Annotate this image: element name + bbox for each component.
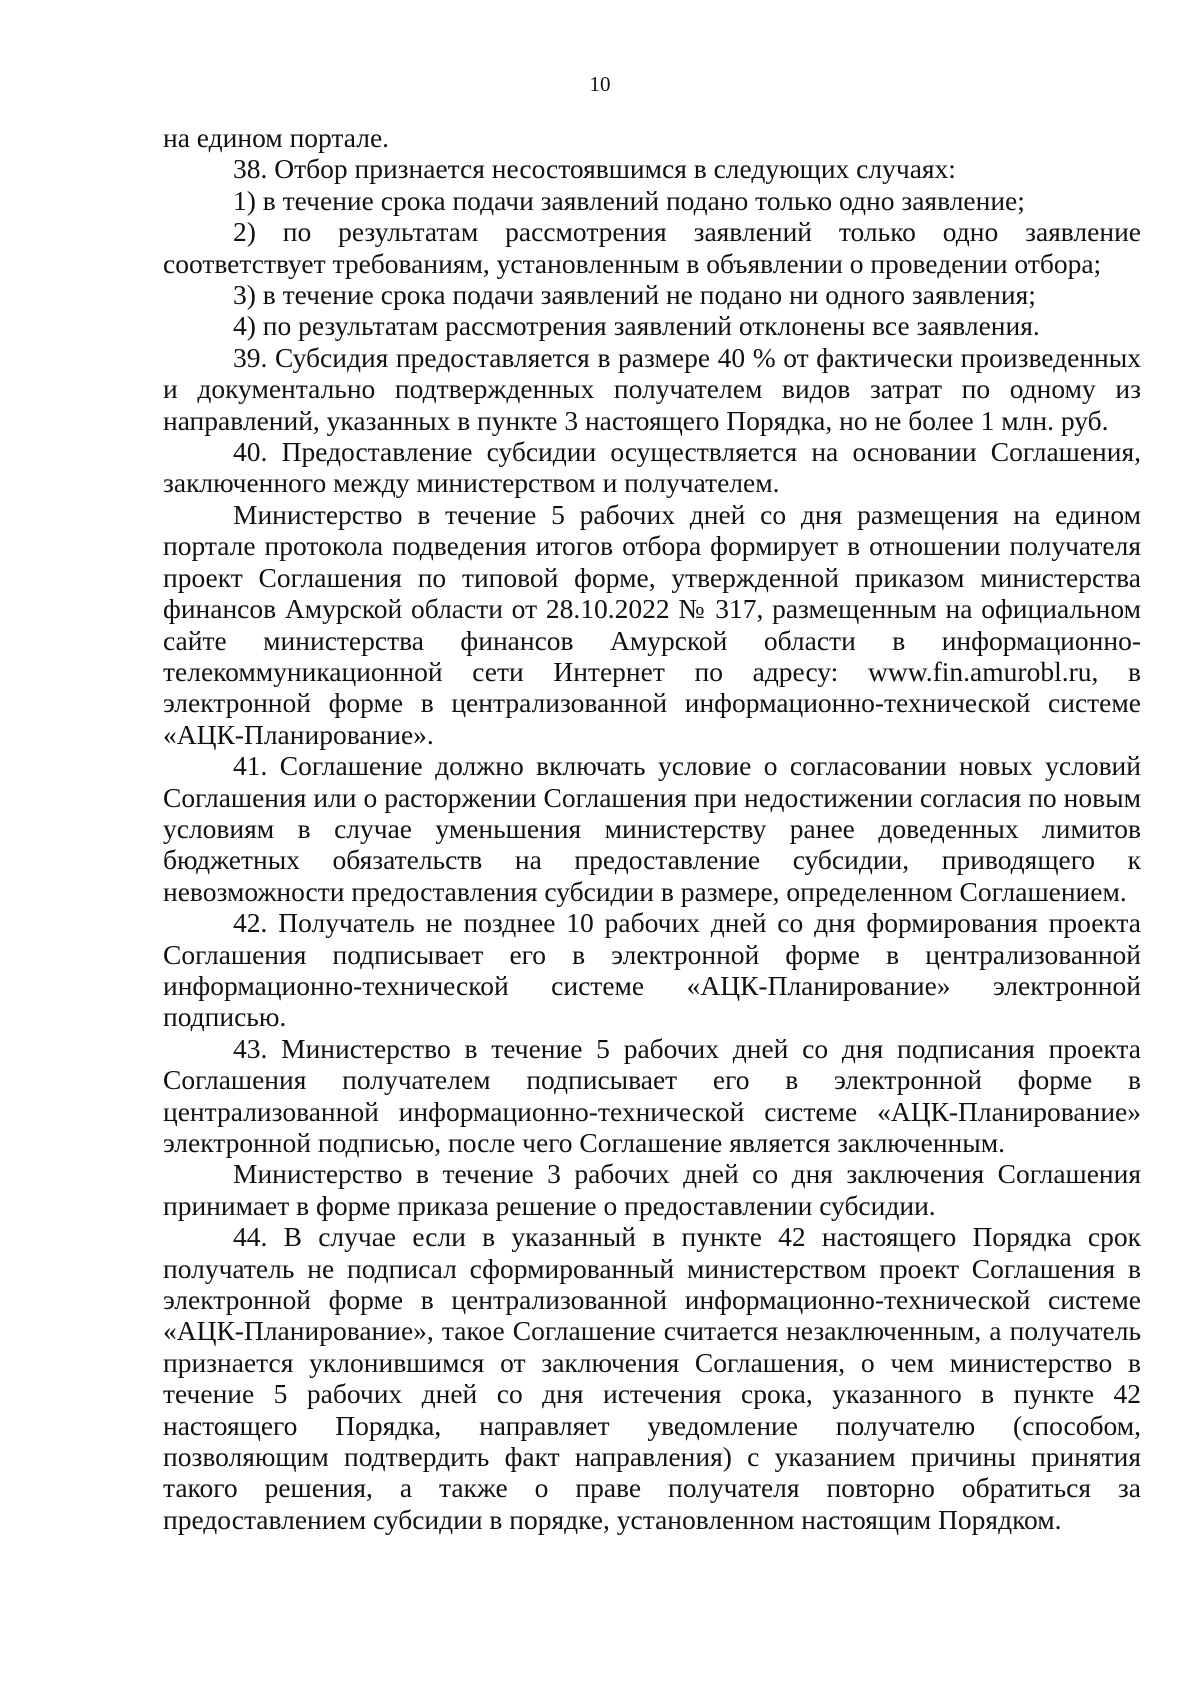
paragraph-item-42: 42. Получатель не позднее 10 рабочих дней со дня формирования проекта Соглашения подписывает его в электронной форме в централизованной информационно-технической системе «АЦК-Планирование» электронной подписью. — [163, 907, 1141, 1033]
paragraph-item-38: 38. Отбор признается несостоявшимся в следующих случаях: — [233, 153, 956, 185]
paragraph-subitem-38-3: 3) в течение срока подачи заявлений не подано ни одного заявления; — [233, 279, 1036, 311]
paragraph-subitem-38-2: 2) по результатам рассмотрения заявлений только одно заявление соответствует требованиям, установленным в объявлении о проведении отбора; — [163, 216, 1141, 279]
paragraph-item-43: 43. Министерство в течение 5 рабочих дней со дня подписания проекта Соглашения получателем подписывает его в электронной форме в централизованной информационно-технической системе «АЦК-Планирование» электронной подписью, после чего Соглашение является заключенным. — [163, 1032, 1141, 1158]
document-body — [163, 122, 1141, 1535]
paragraph-item-43-ministry: Министерство в течение 3 рабочих дней со дня заключения Соглашения принимает в форме приказа решение о предоставлении субсидии. — [163, 1158, 1141, 1221]
paragraph-subitem-38-1: 1) в течение срока подачи заявлений подано только одно заявление; — [233, 184, 1025, 216]
paragraph-item-40: 40. Предоставление субсидии осуществляется на основании Соглашения, заключенного между министерством и получателем. — [163, 436, 1141, 499]
paragraph-item-40-ministry: Министерство в течение 5 рабочих дней со дня размещения на едином портале протокола подведения итогов отбора формирует в отношении получателя проект Соглашения по типовой форме, утвержденной приказом министерства финансов Амурской области от 28.10.2022 № 317, размещенным на официальном сайте министерства финансов Амурской области в информационно-телекоммуникационной сети Интернет по адресу: www.fin.amurobl.ru, в электронной форме в централизованной информационно-технической системе «АЦК-Планирование». — [163, 498, 1141, 750]
paragraph-continuation: на едином портале. — [163, 122, 390, 153]
paragraph-item-39: 39. Субсидия предоставляется в размере 40 % от фактически произведенных и документально подтвержденных получателем видов затрат по одному из направлений, указанных в пункте 3 настоящего Порядка, но не более 1 млн. руб. — [163, 341, 1141, 436]
paragraph-item-41: 41. Соглашение должно включать условие о согласовании новых условий Соглашения или о расторжении Соглашения при недостижении согласия по новым условиям в случае уменьшения министерству ранее доведенных лимитов бюджетных обязательств на предоставление субсидии, приводящего к невозможности предоставления субсидии в размере, определенном Соглашением. — [163, 750, 1141, 907]
paragraph-subitem-38-4: 4) по результатам рассмотрения заявлений отклонены все заявления. — [233, 310, 1040, 342]
paragraph-item-44: 44. В случае если в указанный в пункте 42 настоящего Порядка срок получатель не подписал сформированный министерством проект Соглашения в электронной форме в централизованной информационно-технической системе «АЦК-Планирование», такое Соглашение считается незаключенным, а получатель признается уклонившимся от заключения Соглашения, о чем министерство в течение 5 рабочих дней со дня истечения срока, указанного в пункте 42 настоящего Порядка, направляет уведомление получателю (способом, позволяющим подтвердить факт направления) с указанием причины принятия такого решения, а также о праве получателя повторно обратиться за предоставлением субсидии в порядке, установленном настоящим Порядком. — [163, 1221, 1141, 1535]
page-number: 10 — [589, 72, 611, 96]
